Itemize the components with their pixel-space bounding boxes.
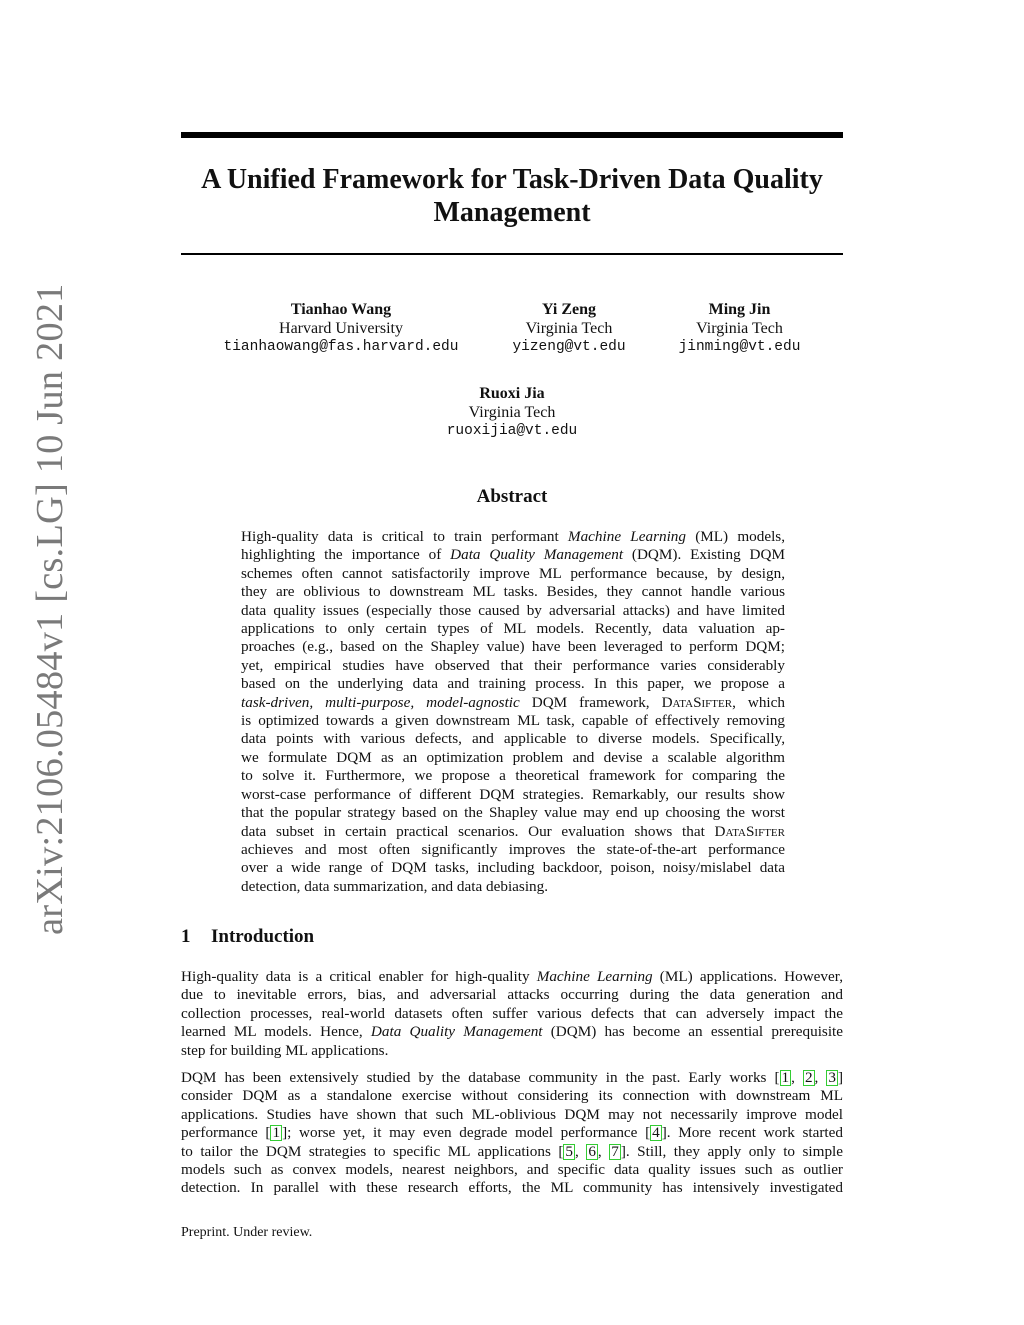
citation-link[interactable]: 5 (565, 1142, 574, 1160)
title-rule-top (181, 132, 843, 138)
citation-link[interactable]: 1 (272, 1124, 281, 1142)
text-line: to tailor the DQM strategies to specific ML applications [ 5 , 6 , 7 ]. Still, they apply only to simple (181, 1142, 844, 1160)
text-line: performance [ 1 ]; worse yet, it may even degrade model performance [ 4 ]. More recent work started (181, 1124, 843, 1142)
author-affiliation: Virginia Tech (525, 319, 613, 337)
author-name: Ming Jin (708, 301, 771, 318)
text-line: detection, data summarization, and data debiasing. (241, 877, 549, 895)
citation-link[interactable]: 6 (588, 1142, 596, 1160)
text-line: data points with various defects, and applicable to diverse models. Specifically, (241, 730, 785, 748)
text-line: proaches (e.g., based on the Shapley value) have been leveraged to perform DQM; (241, 638, 785, 656)
text-line: task-driven, multi-purpose, model-agnostic DQM framework, DataSifter, which (241, 693, 785, 711)
section-title: Introduction (211, 926, 315, 947)
text-line: DQM has been extensively studied by the database community in the past. Early works [ 1 , 2 , 3 ] (181, 1069, 844, 1086)
text-line: applications to only certain types of ML models. Recently, data valuation ap- (241, 620, 785, 638)
text-line: collection processes, real-world datasets often suffer various defects that can adversely impact the (181, 1004, 843, 1022)
citation-link[interactable]: 2 (804, 1069, 813, 1086)
author-name: Yi Zeng (541, 301, 597, 318)
text-line: detection. In parallel with these research efforts, the ML community has intensively investigated (181, 1179, 843, 1197)
text-line: schemes often cannot satisfactorily improve ML performance because, by design, (241, 564, 785, 582)
text-line: over a wide range of DQM tasks, including backdoor, poison, noisy/mislabel data (241, 859, 785, 877)
text-line: that the popular strategy based on the Shapley value may end up choosing the worst (241, 804, 785, 822)
footer-note: Preprint. Under review. (181, 1225, 313, 1240)
text-line: based on the underlying data and training process. In this paper, we propose a (241, 675, 785, 693)
text-line: we formulate DQM as an optimization problem and devise a scalable algorithm (241, 748, 785, 766)
author-block (432, 385, 592, 441)
text-line: worst-case performance of different DQM strategies. Remarkably, our results show (241, 785, 785, 803)
text-line: due to inevitable errors, bias, and adversarial attacks occurring during the data generation and (181, 986, 843, 1004)
text-line: High-quality data is critical to train performant Machine Learning (ML) models, (241, 528, 786, 545)
citation-link[interactable]: 1 (781, 1069, 790, 1086)
author-email: ruoxijia@vt.edu (446, 423, 578, 439)
paper-title: A Unified Framework for Task-Driven Data Quality Management (201, 164, 823, 228)
arxiv-identifier: arXiv:2106.05484v1 [cs.LG] 10 Jun 2021 (29, 283, 71, 935)
text-line: to solve it. Furthermore, we propose a theoretical framework for comparing the (241, 767, 785, 785)
text-line: yet, empirical studies have observed that their performance varies considerably (241, 656, 785, 674)
author-block (505, 301, 633, 357)
author-affiliation: Harvard University (279, 319, 403, 337)
author-affiliation: Virginia Tech (696, 319, 783, 337)
citation-link[interactable]: 3 (828, 1069, 836, 1086)
abstract-heading: Abstract (476, 486, 548, 507)
author-email: jinming@vt.edu (678, 339, 801, 355)
text-line: achieves and most often significantly improves the state-of-the-art performance (241, 840, 785, 858)
intro-paragraph-1 (181, 968, 843, 1060)
text-line: is optimized towards a given downstream ML task, capable of effectively removing (241, 712, 785, 730)
citation-link[interactable]: 7 (611, 1142, 619, 1160)
text-line: consider DQM as a standalone exercise without considering its connection with downstream ML (181, 1087, 843, 1105)
text-line: data quality issues (especially those caused by adversarial attacks) and have limited (241, 601, 785, 619)
text-line: they are oblivious to downstream ML tasks. Besides, they cannot handle various (241, 583, 785, 601)
title-rule-bottom (181, 253, 843, 255)
abstract-body (241, 528, 785, 896)
text-line: High-quality data is a critical enabler for high-quality Machine Learning (ML) applications. However, (181, 968, 844, 985)
text-line: step for building ML applications. (181, 1041, 389, 1059)
section-number: 1 (181, 926, 191, 947)
text-line: data subset in certain practical scenarios. Our evaluation shows that DataSifter (241, 822, 785, 840)
author-email: yizeng@vt.edu (512, 339, 626, 355)
section-heading (181, 926, 314, 948)
author-affiliation: Virginia Tech (468, 403, 556, 421)
text-line: models such as convex models, nearest neighbors, and specific data quality issues such as outlier (181, 1161, 843, 1179)
text-line: learned ML models. Hence, Data Quality Management (DQM) has become an essential prerequisite (181, 1023, 844, 1041)
author-name: Tianhao Wang (290, 301, 392, 318)
author-block (221, 301, 461, 357)
author-email: tianhaowang@fas.harvard.edu (223, 339, 459, 355)
citation-link[interactable]: 4 (652, 1124, 660, 1142)
intro-paragraph-2 (181, 1069, 843, 1198)
text-line: applications. Studies have shown that such ML-oblivious DQM may not necessarily improve model (181, 1105, 843, 1123)
author-block (672, 301, 807, 357)
text-line: highlighting the importance of Data Quality Management (DQM). Existing DQM (241, 546, 785, 564)
author-name: Ruoxi Jia (479, 385, 545, 402)
